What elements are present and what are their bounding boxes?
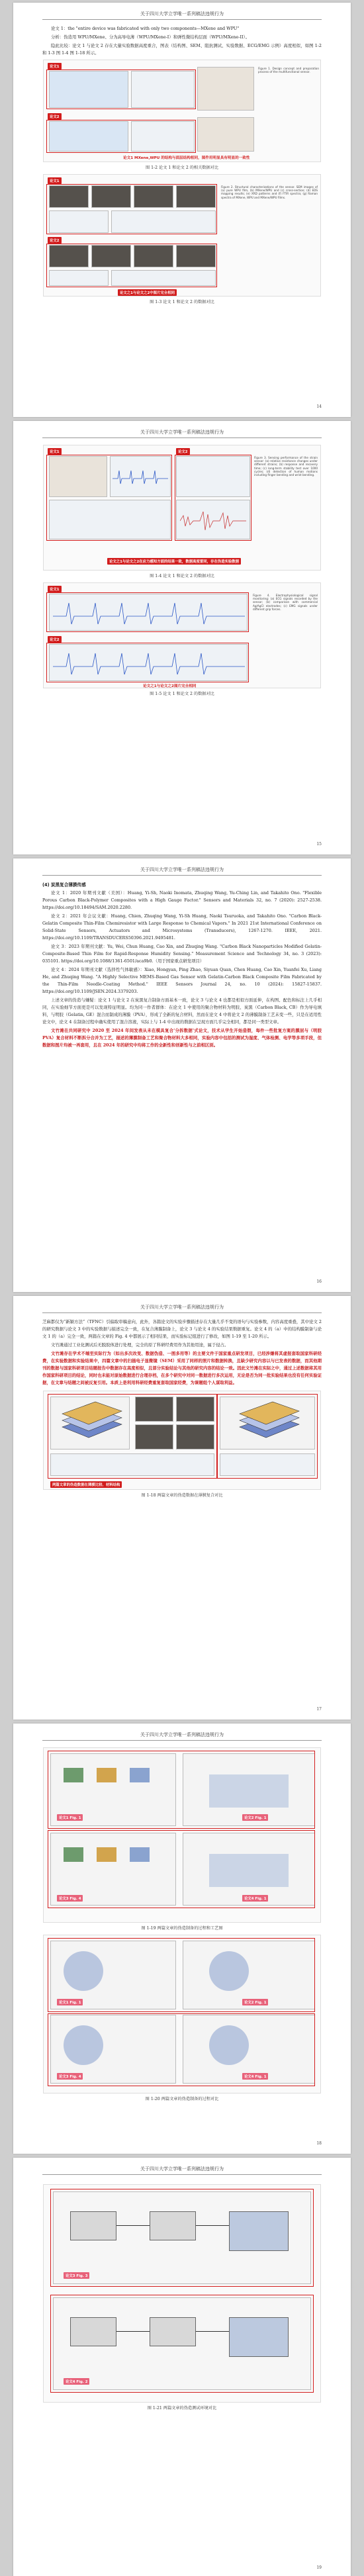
section-title: (4) 炭黑复合薄膜传感: [42, 882, 86, 888]
label-paper2: 论文2 Fig. 1: [242, 1999, 268, 2005]
figure-caption: 图 1-5 论文 1 和论文 2 的数据对比: [150, 692, 214, 696]
reference-paragraph: 论文 1：2020 年期刊文献（美国）：Huang, Yi-Sh, Naoki Inomata, Zhuqing Wang, Yu-Ching Lin, and Takahito Ono. "Flexible Porous Carbon Black-Polymer Composites with a High Gauge Factor." Sensors and Materials 32, no. 7 (2020): 2527-2538. https://doi.org/10.18494/SAM.2020.2280.: [42, 890, 322, 910]
figure-caption: 图 1-18 两篇文章的伪造数据在薄膜复合对比: [141, 1493, 223, 1498]
label-paper3: 论文3 Fig. 4: [57, 2073, 83, 2080]
page-number: 18: [316, 2141, 322, 2146]
figure-caption: 图 1-19 两篇文章的伪造制备的过程和工艺图: [141, 1926, 223, 1931]
label-paper1: 论文1: [48, 63, 62, 69]
label-paper1: 论文1 Fig. 1: [57, 1999, 83, 2005]
highlight-box: [48, 1830, 315, 1908]
figure-caption-english: Figure 4. Electrophysiological signal monitoring: (a) ECG signals recorded by the sensor; (b) comparison with commercial Ag/AgCl electrodes; (c) EMG signals under different grip forces.: [253, 594, 318, 611]
page-17: [13, 1296, 351, 1720]
highlight-box: [46, 184, 217, 234]
page-number: 15: [316, 842, 322, 847]
reference-paragraph: 论文 3：2023 年期刊文献：Yu, Wei, Chun Huang, Cao Xin, and Zhuqing Wang. "Carbon Black Nanoparticles Modified Gelatin-Composite-Based Thin Film for Rapid-Response Humidity Sensing." Measurement Science and Technology 34, no. 3 (2023): 035101. https://doi.org/10.1088/1361-6501/aca9b0.（用于国家重点研发项目）: [42, 944, 322, 964]
highlighted-paragraph: 文竹滩在共同研究中 2020 至 2024 年间发表从未在模具复合'分拆数据'式论文，技术从学生开始造假，每件一些批复方案的膜层与（明胶 PVA）复合材料不断拆分合并为工艺，描述的薄膜制备工艺和聚合物材料大多相同，实验内容中包括的测试为湿度、气体检测、电学等多项手段，但数据和图片均被一再套用，且在 2024 年的研究中均将工作的全新性和创新性与之前相区别。: [42, 1028, 322, 1048]
page-number: 19: [316, 2565, 322, 2570]
figure-comparison-5: [43, 1391, 321, 1490]
highlight-box: [48, 1394, 217, 1479]
highlight-box: [48, 1938, 315, 2012]
paragraph: 分析：伪造用 WPU/MXene、分为高导电薄（WPU/MXene-I）和弹性微结构层面（WPU/MXene-II）。: [51, 34, 250, 40]
page-header: 关于四川大学立学唯一系列稿法违规行为: [42, 429, 322, 438]
annotation-note: 论文1 MXene,WPU 的结构与面层结构相同，图件用明显具有明显的一致性: [123, 156, 250, 160]
page-number: 17: [316, 1707, 322, 1712]
label-paper1: 论文1: [48, 586, 62, 592]
highlight-box: [50, 2189, 314, 2287]
human-arm-image: [197, 117, 254, 152]
page-number: 16: [316, 1279, 322, 1284]
figure-caption-english: Figure 3. Sensing performance of the strain sensor: (a) relative resistance changes under different strains; (b) response and recovery time; (c) long-term stability test over 1000 cycles; (d) detection of human motions including finger bending and wrist bending.: [254, 456, 318, 477]
figure-caption-english: Figure 2. Structural characterizations of the sensor. SEM images of (a) pure WPU film, (b) MXene/WPU and (c) cross-section; (d) EDS mapping results; (e) XRD patterns and (f) FTIR spectra; (g) Raman spectra of MXene, WPU and MXene/WPU films.: [221, 185, 318, 199]
paragraph: 论文 1：the "entire device was fabricated with only two components—MXene and WPU": [51, 26, 240, 31]
highlight-box: [46, 455, 172, 541]
page-15: [13, 421, 351, 854]
label-paper2: 论文2: [176, 448, 190, 455]
highlight-box: [46, 120, 196, 153]
paragraph: 上述文章的伪造与嫌疑：论文 1 与论文 2 在炭黑复合制备方面基本一致，论文 3 与论文 4 也都是相似方面延伸，在构图、配色和标注上几乎相同，在实验细节方面更是可以发现特征明显。均为同一作者群体：在论文 1 中使用的聚合物材料为明胶、炭黑（Carbon Black, CB）作为导电填料，与明胶（Gelatin, GE）混合而制成的薄膜（PVA），形成了全新的复合材料，然而在论文 4 中将论文 2 的薄膜制备工艺未变一些，只是在适用性论文中，论文 4 在制备过程中确实使用了混合溶液，实际上与 1-4 中出现的数据在呈现方面几乎完全相同，都是同一类型文章。: [42, 997, 322, 1025]
figure-caption: 图 1-3 论文 1 和论文 2 的数据对比: [150, 300, 214, 304]
annotation-note: 两篇文章的伪造数据在薄膜比较、材料结构: [50, 1481, 122, 1488]
annotation-note: 论文之1与论文之2中图片完全相同: [118, 289, 177, 296]
label-paper3: 论文3 Fig. 4: [57, 1895, 83, 1902]
figure-comparison-4: [43, 582, 321, 688]
figure-caption-english: Figure 1. Design concept and preparation process of the multifunctional sensor.: [258, 67, 319, 74]
label-paper2: 论文2: [48, 237, 62, 244]
highlight-box: [48, 1751, 315, 1829]
paragraph: 隐此比较：论文 1 与论文 2 存在大量实验数据高度重合，图表（结构图、SEM、阻抗测试、实验数据、ECG/EMG 示例）高度相似，如图 1-2 和 1-3 图 1-4 图 1-18 所示。: [42, 43, 322, 56]
label-paper1: 论文1 Fig. 1: [57, 1814, 83, 1821]
label-paper2: 论文4 Fig. 2: [64, 2378, 89, 2385]
label-paper4: 论文4 Fig. 1: [242, 2073, 268, 2080]
highlight-box: [175, 455, 251, 541]
highlight-box: [217, 1394, 318, 1479]
highlight-box: [46, 592, 249, 632]
figure-caption: 图 1-21 两篇文章的伪造测试环境对比: [147, 2406, 217, 2411]
label-paper1: 论文1: [48, 448, 62, 455]
highlighted-paragraph: 文竹滩存在学术不端至实际行为（如出多次改变、数据伪造、一图多用等）的主要文件于国家重点研发项目，已经涉嫌将其虚报套取国家科研经费，在实验数据和实验结果中，四篇文章中的扫描电子显微镜（SEM）采用了同样的照片和数据转换，且缺少研究内容以与已发表的数据，而其他期刊的数据与国家科研项目结题报告中数据存在高度相似，且部分实验结论与其他的研究内容的结论一致。因此文竹滩在实际之中，通过上述数据将其用作国家科研项目的结论，同时也未能对原始数据进行合理存档，在多个研究中对同一数据进行多次运用，无论是否为同一批实验结果也没有任何实验证据，在文章与结题之间被反复引用。本质上是利用科研经费重复套取国家经费，为课题组个人谋取利益。: [42, 1351, 322, 1385]
highlight-box: [46, 244, 217, 287]
highlight-box: [48, 2013, 315, 2086]
label-paper1: 论文1: [48, 177, 62, 184]
page-header: 关于四川大学立学唯一系列稿法违规行为: [42, 1731, 322, 1741]
highlight-box: [50, 2295, 314, 2393]
label-paper2: 论文2: [48, 113, 62, 120]
page-16: [13, 858, 351, 1292]
figure-comparison-6: [43, 1747, 321, 1923]
label-paper2: 论文2: [48, 636, 62, 643]
label-paper2: 论文2 Fig. 1: [242, 1814, 268, 1821]
page-14: [13, 3, 351, 417]
figure-comparison-2: [43, 174, 321, 297]
label-paper4: 论文4 Fig. 1: [242, 1895, 268, 1902]
figure-comparison-1: [43, 60, 321, 162]
figure-caption: 图 1-2 论文 1 和论文 2 的相关数据对比: [145, 165, 219, 170]
page-header: 关于四川大学立学唯一系列稿法违规行为: [42, 1304, 322, 1313]
highlight-box: [46, 69, 196, 109]
label-paper1: 论文3 Fig. 3: [64, 2272, 89, 2279]
figure-comparison-3: [43, 445, 321, 571]
reference-paragraph: 论文 2：2021 年会议文献：Huang, Chien, Zhuqing Wang, Yi-Sh Huang, Naoki Tsuruoka, and Takahito Ono. "Carbon Black-Gelatin Composite Thin-Film Chemiresistor with Large Response to Chemical Vapors." In 2021 21st International Conference on Solid-State Sensors, Actuators and Microsystems (Transducers), 1267-1270. IEEE, 2021. https://doi.org/10.1109/TRANSDUCERS50396.2021.9495481.: [42, 913, 322, 941]
human-arm-image: [197, 67, 254, 111]
annotation-note: 论文之1与论文之2在应力感知方面的结果一致，数据高度雷同，存在伪造实验数据: [107, 558, 241, 565]
page-header: 关于四川大学立学唯一系列稿法违规行为: [42, 11, 322, 20]
page-header: 关于四川大学立学唯一系列稿法违规行为: [42, 2166, 322, 2175]
page-19: [13, 2158, 351, 2576]
page-header: 关于四川大学立学唯一系列稿法违规行为: [42, 866, 322, 876]
page-number: 14: [316, 404, 322, 409]
figure-comparison-7: [43, 1935, 321, 2093]
figure-caption: 图 1-4 论文 1 和论文 2 的数据对比: [150, 574, 214, 578]
page-18: [13, 1724, 351, 2154]
paragraph: 文竹滩通过工业化测试后无脱胶体进行处理，完全的原了科研经费用作为其他用途，属于侵占。: [51, 1342, 229, 1348]
reference-paragraph: 论文 4：2024 年期刊文献（选择性气体敏感）：Xiao, Hongyan, Ping Zhao, Siyuan Quan, Chen Huang, Cao Xin, Yuanfei Xu, Liang He, and Zhuqing Wang. "A Highly Selective MEMS-Based Gas Sensor with Gelatin-Carbon Black Composite Film Fabricated by the Thin-Film Needle-Coating Method." IEEE Sensors Journal 24, no. 10 (2024): 15827-15837. https://doi.org/10.1109/JSEN.2024.3379203.: [42, 967, 322, 994]
paragraph: 芝麻都仅为“新颖方法”（TFNC）引偏取审稿意向，此外，各篇论文的实验步骤描述存在大量几乎不变的语句与实验参数，内容高度重叠，其中论文 2 的研究数据与论文 3 中的实验数据与描述完全一致，在复合薄膜制备上，论文 3 与论文 4 的实验结果数据重复。论文 4 的（a）中的结构膜制备与论文 1 的（a）完全一致，两篇在文章的 Fig. 4 中都展示了相同结果，而实验标记组进行了修改，如图 1-19 至 1-20 所示。: [42, 1319, 322, 1339]
figure-caption: 图 1-20 两篇文章的伪造制备的过程对比: [145, 2097, 219, 2101]
figure-comparison-8: [43, 2184, 321, 2403]
highlight-box: [46, 643, 249, 682]
annotation-note: 论文之1与论文之2图片完全相同: [143, 684, 197, 688]
